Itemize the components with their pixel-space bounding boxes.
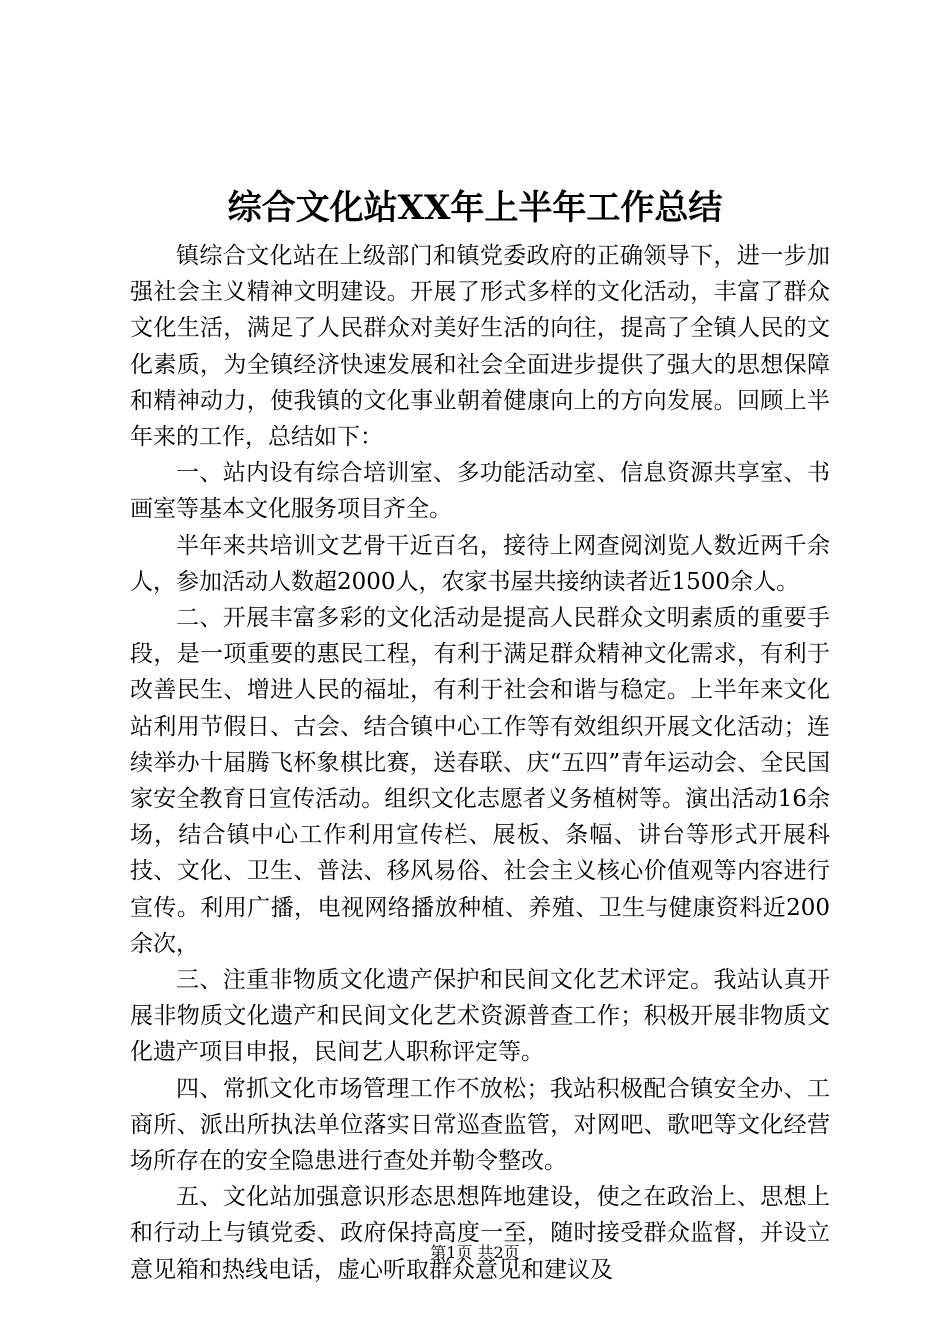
- paragraph-section-4: 四、常抓文化市场管理工作不放松；我站积极配合镇安全办、工商所、派出所执法单位落实日常巡查监管，对网吧、歌吧等文化经营场所存在的安全隐患进行查处并勒令整改。: [130, 1075, 830, 1175]
- paragraph-section-3: 三、注重非物质文化遗产保护和民间文化艺术评定。我站认真开展非物质文化遗产和民间文化艺术资源普查工作；积极开展非物质文化遗产项目申报，民间艺人职称评定等。: [130, 967, 830, 1066]
- paragraph-section-5: 五、文化站加强意识形态思想阵地建设，使之在政治上、思想上和行动上与镇党委、政府保持高度一至，随时接受群众监督，并设立意见箱和热线电话，虚心听取群众意见和建议及: [130, 1184, 830, 1283]
- document-title: 综合文化站XX年上半年工作总结: [227, 188, 723, 228]
- document-body: [130, 238, 830, 1288]
- page-footer: 第1页 共2页: [430, 1243, 520, 1262]
- paragraph-intro: 镇综合文化站在上级部门和镇党委政府的正确领导下，进一步加强社会主义精神文明建设。开展了形式多样的文化活动，丰富了群众文化生活，满足了人民群众对美好生活的向往，提高了全镇人民的文化素质，为全镇经济快速发展和社会全面进步提供了强大的思想保障和精神动力，使我镇的文化事业朝着健康向上的方向发展。回顾上半年来的工作，总结如下：: [130, 243, 830, 451]
- paragraph-section-1: 一、站内设有综合培训室、多功能活动室、信息资源共享室、书画室等基本文化服务项目齐全。: [130, 460, 830, 523]
- paragraph-training-stats: 半年来共培训文艺骨干近百名，接待上网查阅浏览人数近两千余人，参加活动人数超2000人，农家书屋共接纳读者近1500余人。: [130, 532, 830, 595]
- paragraph-section-2: 二、开展丰富多彩的文化活动是提高人民群众文明素质的重要手段，是一项重要的惠民工程，有利于满足群众精神文化需求，有利于改善民生、增进人民的福址，有利于社会和谐与稳定。上半年来文化站利用节假日、古会、结合镇中心工作等有效组织开展文化活动；连续举办十届腾飞杯象棋比赛，送春联、庆“五四”青年运动会、全民国家安全教育日宣传活动。组织文化志愿者义务植树等。演出活动16余场，结合镇中心工作利用宣传栏、展板、条幅、讲台等形式开展科技、文化、卫生、普法、移风易俗、社会主义核心价值观等内容进行宣传。利用广播，电视网络播放种植、养殖、卫生与健康资料近200余次，: [130, 605, 830, 957]
